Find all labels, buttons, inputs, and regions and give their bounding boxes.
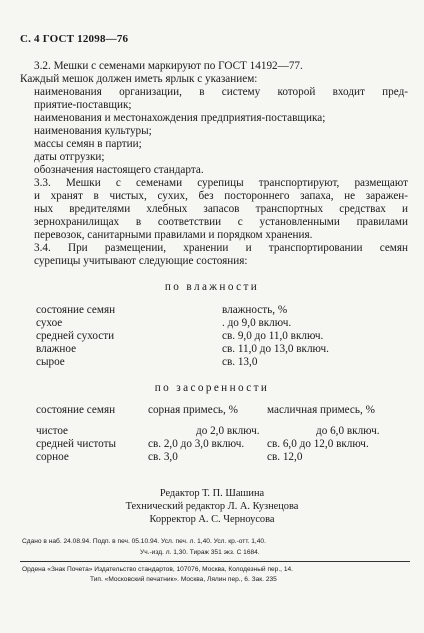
credit-editor: Редактор Т. П. Шашина	[159, 488, 265, 499]
section-3-4-line-1: 3.4. При размещении, хранении и транспортировании семян	[34, 242, 408, 254]
impurity-head-weed: сорная примесь, %	[148, 404, 238, 416]
humidity-row-3-value: св. 11,0 до 13,0 включ.	[222, 343, 329, 355]
imprint-line-3: Ордена «Знак Почета» Издательство стандартов, 107076, Москва, Колодезный пер., 14.	[22, 566, 294, 573]
section-3-3-line-2: и хранят в чистых, сухих, без постороннего запаха, не заражен-	[34, 190, 408, 202]
humidity-row-1-value: . до 9,0 включ.	[222, 317, 292, 329]
section-3-2-line-3: наименования организации, в систему которой входит пред-	[34, 86, 408, 98]
section-3-3-line-1: 3.3. Мешки с семенами сурепицы транспортируют, размещают	[34, 177, 408, 189]
impurity-row-3-oil: св. 12,0	[267, 451, 303, 463]
section-3-2-line-4: приятие-поставщик;	[34, 99, 132, 111]
section-3-2-line-9: обозначения настоящего стандарта.	[34, 164, 204, 176]
impurity-row-2-weed: св. 2,0 до 3,0 включ.	[148, 438, 245, 450]
impurity-table-title: по засоренности	[154, 382, 270, 394]
impurity-head-oil: масличная примесь, %	[267, 404, 375, 416]
humidity-row-4-state: сырое	[36, 356, 65, 368]
impurity-row-1-state: чистое	[36, 425, 69, 437]
humidity-row-1-state: сухое	[36, 317, 63, 329]
imprint-line-2: Уч.-изд. л. 1,30. Тираж 351 экз. С 1684.	[140, 549, 260, 556]
section-3-2-line-5: наименования и местонахождения предприятия-поставщика;	[34, 112, 326, 124]
impurity-row-3-state: сорное	[36, 451, 69, 463]
humidity-row-3-state: влажное	[36, 343, 77, 355]
impurity-row-2-state: средней чистоты	[36, 438, 116, 450]
impurity-row-1-oil: до 6,0 включ.	[316, 425, 380, 437]
impurity-head-state: состояние семян	[36, 404, 116, 416]
section-3-3-line-5: перевозок, санитарными правилами и порядком хранения.	[34, 229, 313, 241]
section-3-3-line-3: ных вредителями хлебных запасов транспортных средствах и	[34, 203, 408, 215]
section-3-2-line-2: Каждый мешок должен иметь ярлык с указанием:	[20, 73, 258, 85]
humidity-row-2-value: св. 9,0 до 11,0 включ.	[222, 330, 324, 342]
section-3-4-line-2: сурепицы учитывают следующие состояния:	[34, 255, 248, 267]
humidity-row-2-state: средней сухости	[36, 330, 115, 342]
section-3-2-line-7: массы семян в партии;	[34, 138, 142, 150]
credit-proofreader: Корректор А. С. Черноусова	[149, 514, 275, 525]
section-3-3-line-4: зернохранилищах в соответствии с установленными правилами	[34, 216, 408, 228]
section-3-2-line-8: даты отгрузки;	[34, 151, 105, 163]
imprint-line-1: Сдано в наб. 24.08.94. Подп. в печ. 05.10.94. Усл. печ. л. 1,40. Усл. кр.-отт. 1,40.	[22, 538, 266, 545]
section-3-2-line-6: наименования культуры;	[34, 125, 152, 137]
impurity-row-2-oil: св. 6,0 до 12,0 включ.	[267, 438, 369, 450]
imprint-divider	[20, 561, 410, 562]
humidity-table-title: по влажности	[164, 281, 260, 293]
section-3-2-line-1: 3.2. Мешки с семенами маркируют по ГОСТ 14192—77.	[34, 60, 303, 72]
impurity-row-1-weed: до 2,0 включ.	[196, 425, 260, 437]
humidity-head-state: состояние семян	[36, 304, 116, 316]
imprint-line-4: Тип. «Московский печатник». Москва, Лялин пер., 6. Зак. 235	[90, 576, 277, 583]
humidity-head-value: влажность, %	[222, 304, 288, 316]
credit-tech-editor: Технический редактор Л. А. Кузнецова	[125, 501, 299, 512]
page-header: С. 4 ГОСТ 12098—76	[20, 33, 129, 45]
humidity-row-4-value: св. 13,0	[222, 356, 258, 368]
impurity-row-3-weed: св. 3,0	[148, 451, 178, 463]
